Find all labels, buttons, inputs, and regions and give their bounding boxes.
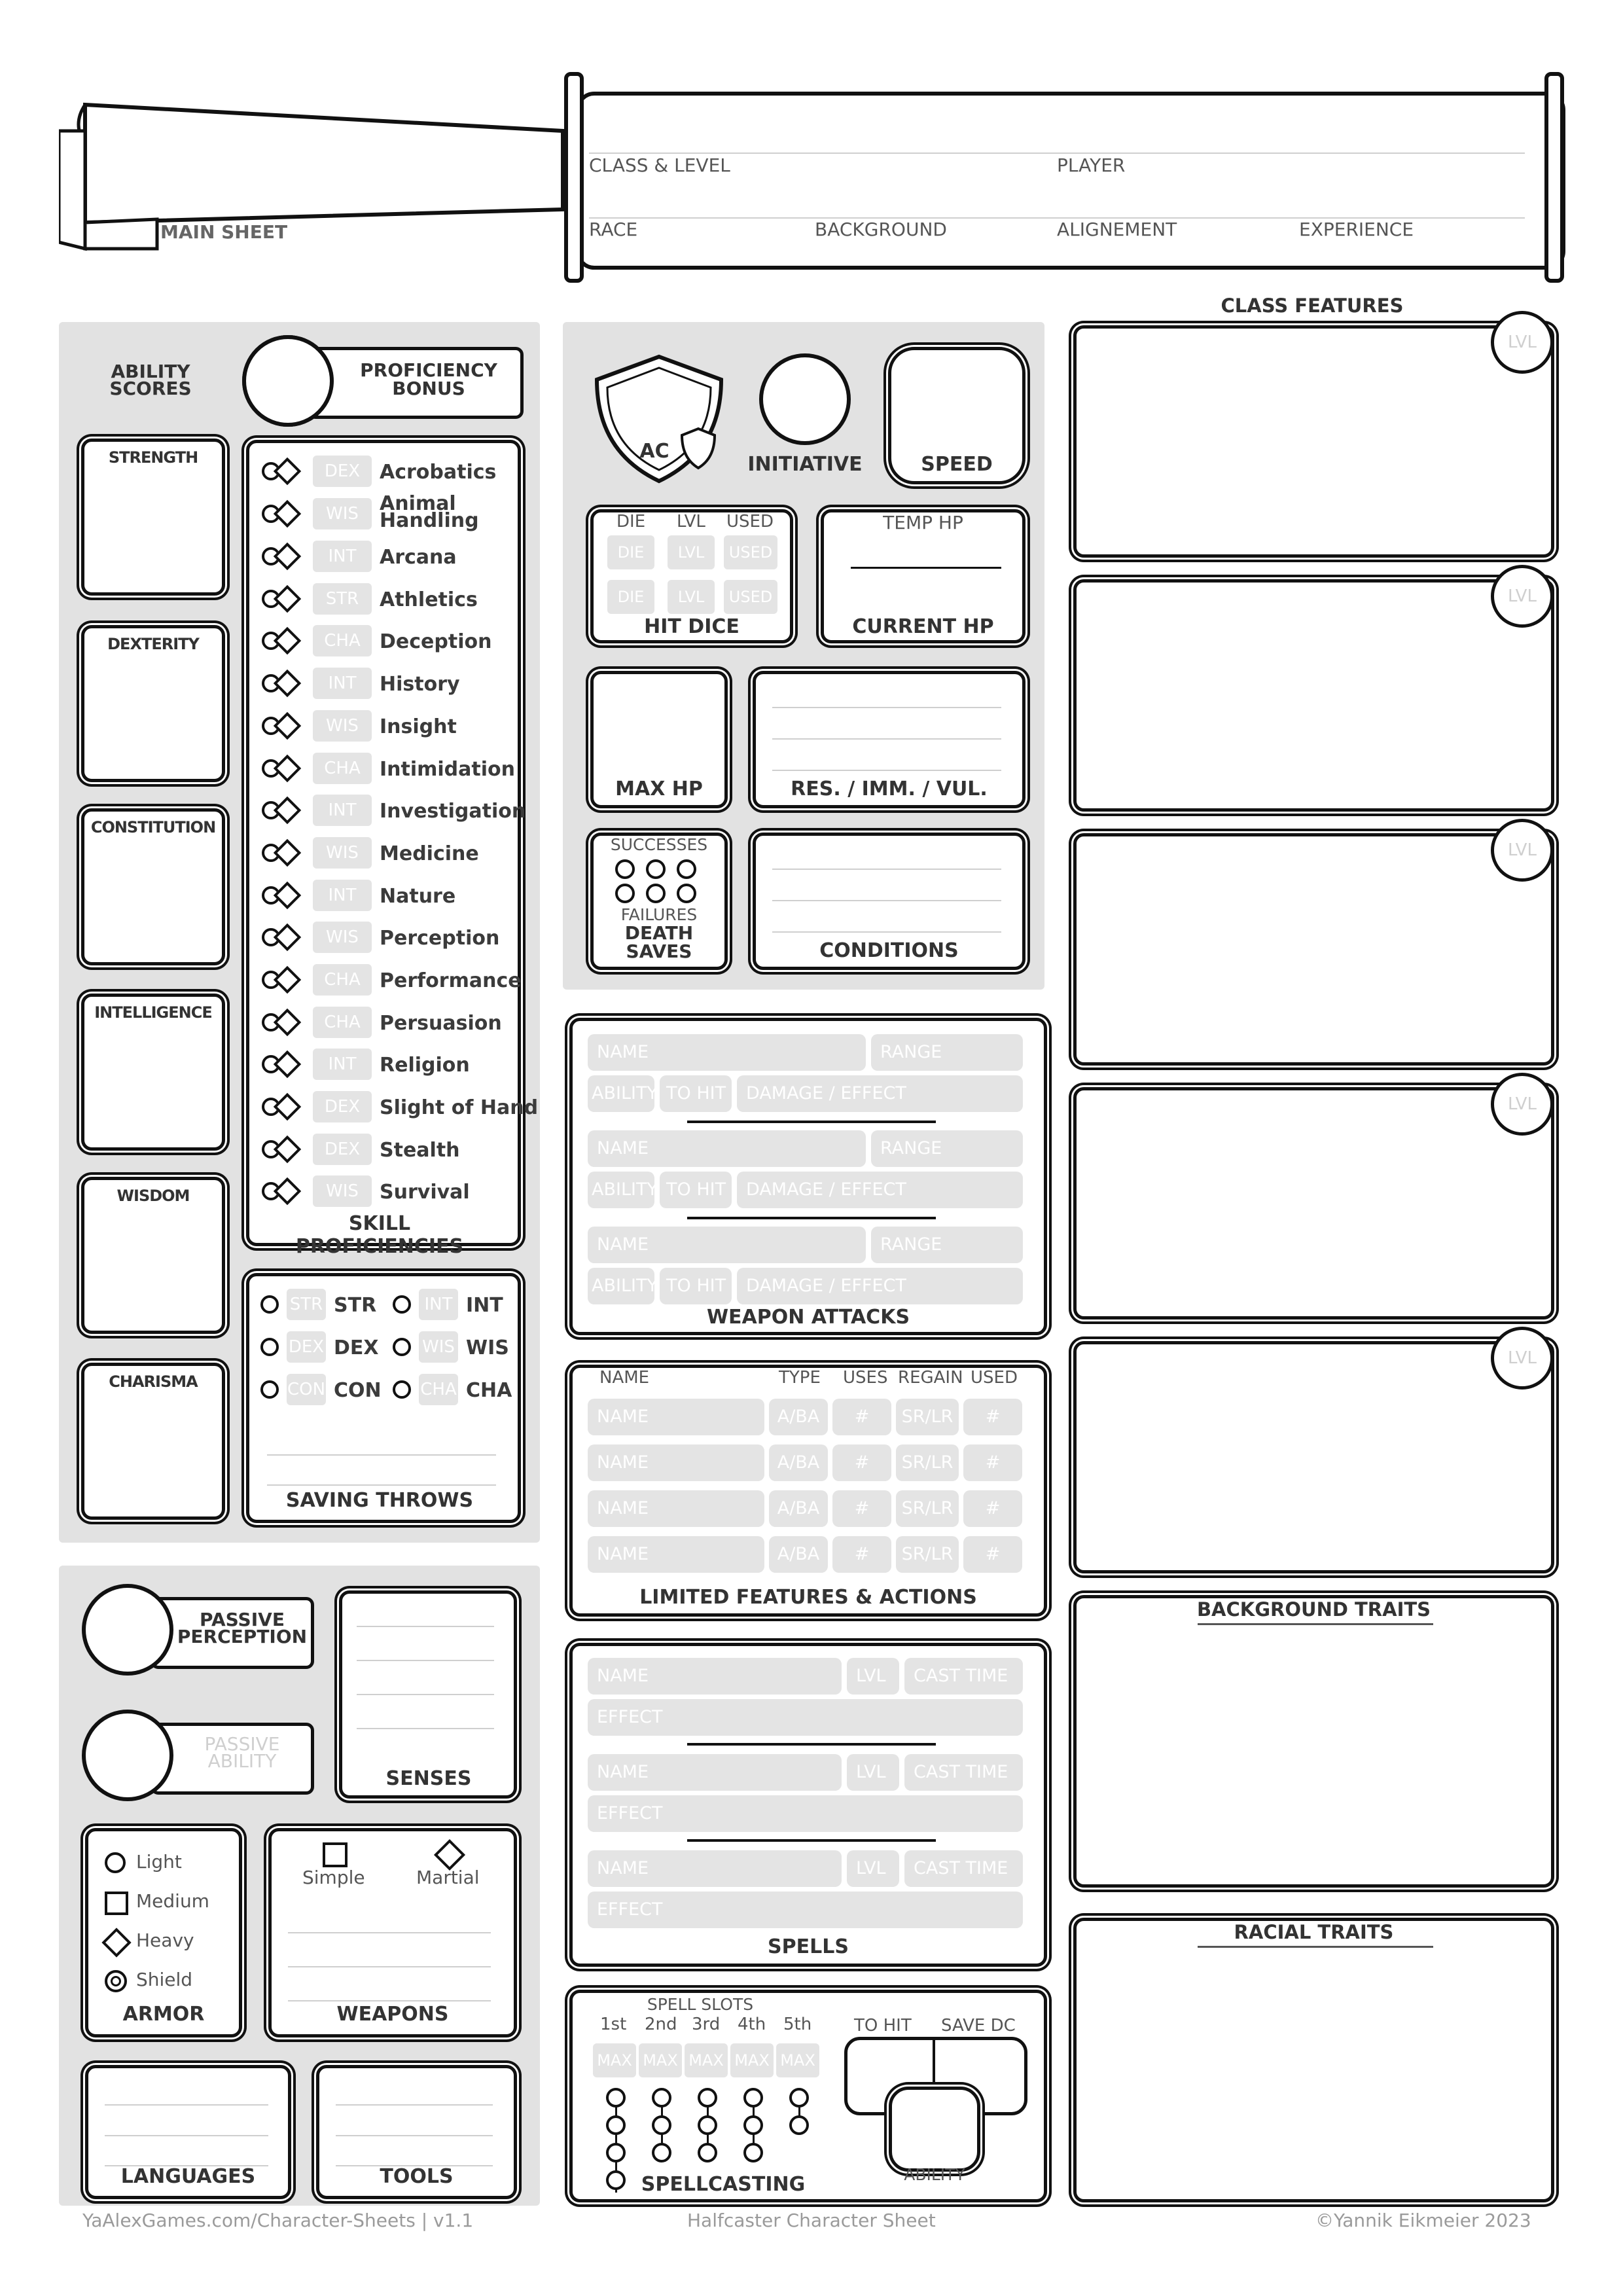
spells-title: SPELLS bbox=[768, 1935, 849, 1958]
success-pip[interactable] bbox=[646, 859, 666, 879]
limited-regain[interactable]: SR/LR bbox=[896, 1490, 959, 1527]
spell-divider bbox=[687, 1839, 936, 1842]
save-notes-line bbox=[267, 1484, 496, 1486]
slot-pip[interactable] bbox=[652, 2088, 671, 2108]
racial-traits-title: RACIAL TRAITS bbox=[1234, 1921, 1394, 1943]
skill-proficiencies-title: SKILL PROFICIENCIES bbox=[295, 1212, 464, 1258]
slot-pip[interactable] bbox=[606, 2088, 626, 2108]
attack-range[interactable]: RANGE bbox=[871, 1034, 1023, 1071]
medium-icon bbox=[105, 1892, 128, 1915]
current-hp-label: CURRENT HP bbox=[852, 615, 994, 638]
spell-cast-time[interactable]: CAST TIME bbox=[904, 1850, 1023, 1887]
footer-title: Halfcaster Character Sheet bbox=[687, 2210, 936, 2231]
skill-row[interactable]: WIS Animal Handling bbox=[262, 495, 510, 535]
save-row[interactable]: CON CON bbox=[260, 1371, 378, 1410]
racial-traits-box[interactable] bbox=[1073, 1918, 1554, 2202]
hit-dice-title: HIT DICE bbox=[644, 615, 740, 638]
slot-pip[interactable] bbox=[698, 2115, 717, 2135]
strength-box[interactable]: STRENGTH bbox=[81, 439, 225, 596]
slot-pip[interactable] bbox=[606, 2143, 626, 2162]
attack-to-hit[interactable]: TO HIT bbox=[660, 1075, 732, 1112]
limited-type[interactable]: A/BA bbox=[769, 1536, 828, 1573]
save-row[interactable]: DEX DEX bbox=[260, 1329, 378, 1368]
attack-damage[interactable]: DAMAGE / EFFECT bbox=[737, 1172, 1023, 1208]
limited-header-used: USED bbox=[971, 1368, 1018, 1388]
conditions-label: CONDITIONS bbox=[819, 939, 959, 962]
skill-row[interactable]: INT Religion bbox=[262, 1046, 510, 1085]
limited-uses[interactable]: # bbox=[832, 1490, 891, 1527]
class-feature-lvl[interactable]: LVL bbox=[1491, 1327, 1554, 1390]
player-label: PLAYER bbox=[1057, 154, 1126, 176]
tools-line bbox=[336, 2135, 493, 2136]
limited-name[interactable]: NAME bbox=[588, 1399, 764, 1435]
ac-shield[interactable] bbox=[584, 353, 734, 484]
attack-to-hit[interactable]: TO HIT bbox=[660, 1172, 732, 1208]
slot-level-3: 3rd bbox=[692, 2015, 721, 2034]
slot-max[interactable]: MAX bbox=[776, 2043, 819, 2077]
spell-name[interactable]: NAME bbox=[588, 1754, 842, 1791]
limited-name[interactable]: NAME bbox=[588, 1444, 764, 1481]
lvl-field[interactable]: LVL bbox=[668, 580, 715, 614]
slot-pip[interactable] bbox=[652, 2143, 671, 2162]
res-line bbox=[772, 770, 1001, 771]
racial-traits-underline bbox=[1198, 1946, 1433, 1948]
death-saves-title: DEATH SAVES bbox=[624, 922, 694, 962]
class-level-label: CLASS & LEVEL bbox=[589, 154, 730, 176]
slot-pip[interactable] bbox=[606, 2115, 626, 2135]
save-row[interactable]: CHA CHA bbox=[393, 1371, 510, 1410]
armor-title: ARMOR bbox=[122, 2003, 205, 2026]
to-hit-save-divider bbox=[933, 2037, 935, 2083]
slot-level-2: 2nd bbox=[645, 2015, 677, 2034]
name-line bbox=[589, 152, 1525, 154]
limited-used[interactable]: # bbox=[963, 1399, 1022, 1435]
lvl-field[interactable]: LVL bbox=[668, 535, 715, 569]
martial-label: Martial bbox=[416, 1867, 480, 1888]
initiative-value[interactable] bbox=[759, 353, 851, 445]
successes-label: SUCCESSES bbox=[610, 835, 708, 854]
languages-title: LANGUAGES bbox=[120, 2165, 256, 2188]
limited-regain[interactable]: SR/LR bbox=[896, 1444, 959, 1481]
main-sheet-label: MAIN SHEET bbox=[160, 221, 288, 243]
save-notes-line bbox=[267, 1454, 496, 1456]
limited-type[interactable]: A/BA bbox=[769, 1444, 828, 1481]
limited-features-title: LIMITED FEATURES & ACTIONS bbox=[639, 1586, 977, 1609]
tools-title: TOOLS bbox=[380, 2165, 454, 2188]
attack-name[interactable]: NAME bbox=[588, 1227, 866, 1263]
slot-level-5: 5th bbox=[783, 2015, 812, 2034]
hp-divider bbox=[851, 567, 1001, 569]
res-line bbox=[772, 738, 1001, 740]
save-dc-label: SAVE DC bbox=[941, 2016, 1016, 2036]
class-feature-box[interactable] bbox=[1073, 1341, 1554, 1573]
passive-ability-value[interactable] bbox=[82, 1710, 173, 1801]
race-label: RACE bbox=[589, 219, 638, 240]
spellcasting-ability-box[interactable] bbox=[889, 2087, 980, 2172]
spell-name[interactable]: NAME bbox=[588, 1850, 842, 1887]
limited-header-name: NAME bbox=[599, 1368, 650, 1388]
temp-hp-label: TEMP HP bbox=[883, 512, 963, 533]
limited-regain[interactable]: SR/LR bbox=[896, 1399, 959, 1435]
weapons-line bbox=[288, 2000, 491, 2001]
class-feature-lvl[interactable]: LVL bbox=[1491, 311, 1554, 374]
limited-name[interactable]: NAME bbox=[588, 1536, 764, 1573]
success-pip[interactable] bbox=[615, 859, 635, 879]
limited-header-type: TYPE bbox=[779, 1368, 821, 1388]
skill-row[interactable]: CHA Performance bbox=[262, 961, 510, 1001]
conditions-line bbox=[772, 931, 1001, 933]
charisma-box[interactable]: CHARISMA bbox=[81, 1363, 225, 1520]
ac-label: AC bbox=[639, 440, 669, 463]
background-traits-underline bbox=[1198, 1623, 1433, 1625]
attack-damage[interactable]: DAMAGE / EFFECT bbox=[737, 1268, 1023, 1304]
passive-perception-value[interactable] bbox=[82, 1584, 173, 1676]
saving-throws-title: SAVING THROWS bbox=[285, 1489, 474, 1512]
slot-pip[interactable] bbox=[789, 2088, 809, 2108]
limited-type[interactable]: A/BA bbox=[769, 1399, 828, 1435]
skill-row[interactable]: DEX Acrobatics bbox=[262, 453, 510, 492]
skill-row[interactable]: STR Athletics bbox=[262, 581, 510, 620]
limited-uses[interactable]: # bbox=[832, 1536, 891, 1573]
slot-pip[interactable] bbox=[743, 2143, 763, 2162]
slot-level-4: 4th bbox=[738, 2015, 766, 2034]
senses-line bbox=[357, 1728, 494, 1729]
failure-pip[interactable] bbox=[677, 884, 696, 903]
skill-row[interactable]: DEX Stealth bbox=[262, 1131, 510, 1170]
senses-line bbox=[357, 1694, 494, 1695]
slot-pip[interactable] bbox=[743, 2115, 763, 2135]
weapons-title: WEAPONS bbox=[336, 2003, 449, 2026]
passive-ability-title: PASSIVE ABILITY bbox=[204, 1733, 280, 1772]
experience-label: EXPERIENCE bbox=[1299, 219, 1414, 240]
speed-label: SPEED bbox=[921, 453, 993, 476]
attack-ability[interactable]: ABILITY bbox=[588, 1172, 654, 1208]
slot-max[interactable]: MAX bbox=[730, 2043, 774, 2077]
die-field[interactable]: DIE bbox=[607, 580, 654, 614]
slot-level-1: 1st bbox=[600, 2015, 627, 2034]
alignment-label: ALIGNEMENT bbox=[1057, 219, 1177, 240]
limited-uses[interactable]: # bbox=[832, 1444, 891, 1481]
success-pip[interactable] bbox=[677, 859, 696, 879]
slot-pip[interactable] bbox=[698, 2088, 717, 2108]
shield-icon bbox=[105, 1970, 127, 1992]
tools-line bbox=[336, 2104, 493, 2106]
die-field[interactable]: DIE bbox=[607, 535, 654, 569]
used-header: USED bbox=[726, 512, 774, 531]
limited-type[interactable]: A/BA bbox=[769, 1490, 828, 1527]
senses-title: SENSES bbox=[385, 1767, 472, 1790]
class-feature-box[interactable] bbox=[1073, 579, 1554, 812]
save-row[interactable]: INT INT bbox=[393, 1286, 510, 1325]
simple-weapon-icon[interactable] bbox=[323, 1842, 348, 1867]
limited-header-uses: USES bbox=[843, 1368, 888, 1388]
class-feature-lvl[interactable]: LVL bbox=[1491, 819, 1554, 882]
skill-row[interactable]: CHA Persuasion bbox=[262, 1004, 510, 1043]
spell-cast-time[interactable]: CAST TIME bbox=[904, 1754, 1023, 1791]
failures-label: FAILURES bbox=[620, 905, 698, 924]
proficiency-bonus-value[interactable] bbox=[242, 335, 334, 427]
initiative-label: INITIATIVE bbox=[747, 453, 863, 476]
slot-pip[interactable] bbox=[789, 2115, 809, 2135]
scroll-right-rod bbox=[1544, 72, 1564, 283]
spell-divider bbox=[687, 1743, 936, 1746]
dexterity-box[interactable]: DEXTERITY bbox=[81, 625, 225, 782]
spell-lvl[interactable]: LVL bbox=[847, 1850, 899, 1887]
weapons-line bbox=[288, 1966, 491, 1967]
class-feature-lvl[interactable]: LVL bbox=[1491, 565, 1554, 628]
spell-lvl[interactable]: LVL bbox=[847, 1754, 899, 1791]
max-hp-label: MAX HP bbox=[615, 778, 703, 800]
languages-line bbox=[105, 2135, 268, 2136]
senses-line bbox=[357, 1660, 494, 1661]
limited-used[interactable]: # bbox=[963, 1536, 1022, 1573]
slot-pip[interactable] bbox=[698, 2143, 717, 2162]
simple-label: Simple bbox=[302, 1867, 365, 1888]
spell-effect[interactable]: EFFECT bbox=[588, 1892, 1023, 1928]
skill-row[interactable]: CHA Intimidation bbox=[262, 750, 510, 789]
spell-effect[interactable]: EFFECT bbox=[588, 1795, 1023, 1832]
slot-pip[interactable] bbox=[743, 2088, 763, 2108]
attack-ability[interactable]: ABILITY bbox=[588, 1075, 654, 1112]
conditions-line bbox=[772, 900, 1001, 901]
spell-cast-time[interactable]: CAST TIME bbox=[904, 1658, 1023, 1695]
name-banner bbox=[59, 79, 582, 262]
spell-lvl[interactable]: LVL bbox=[847, 1658, 899, 1695]
limited-name[interactable]: NAME bbox=[588, 1490, 764, 1527]
character-info-scroll bbox=[576, 92, 1565, 270]
slot-max[interactable]: MAX bbox=[685, 2043, 728, 2077]
to-hit-label: TO HIT bbox=[854, 2016, 912, 2036]
spell-effect[interactable]: EFFECT bbox=[588, 1699, 1023, 1736]
limited-regain[interactable]: SR/LR bbox=[896, 1536, 959, 1573]
class-feature-box[interactable] bbox=[1073, 325, 1554, 558]
attack-divider bbox=[687, 1217, 936, 1219]
limited-used[interactable]: # bbox=[963, 1490, 1022, 1527]
light-icon bbox=[105, 1852, 126, 1873]
used-field[interactable]: USED bbox=[724, 535, 777, 569]
skill-row[interactable]: INT Arcana bbox=[262, 538, 510, 577]
class-feature-box[interactable] bbox=[1073, 1087, 1554, 1319]
attack-range[interactable]: RANGE bbox=[871, 1227, 1023, 1263]
attack-name[interactable]: NAME bbox=[588, 1130, 866, 1167]
wisdom-box[interactable]: WISDOM bbox=[81, 1177, 225, 1334]
attack-range[interactable]: RANGE bbox=[871, 1130, 1023, 1167]
background-label: BACKGROUND bbox=[815, 219, 947, 240]
class-feature-lvl[interactable]: LVL bbox=[1491, 1073, 1554, 1136]
languages-line bbox=[105, 2104, 268, 2106]
failure-pip[interactable] bbox=[615, 884, 635, 903]
footer-site: YaAlexGames.com/Character-Sheets | v1.1 bbox=[82, 2210, 474, 2231]
skill-row[interactable]: WIS Perception bbox=[262, 919, 510, 958]
die-header: DIE bbox=[616, 512, 646, 531]
scroll-left-rod bbox=[564, 72, 584, 283]
spell-name[interactable]: NAME bbox=[588, 1658, 842, 1695]
slot-max[interactable]: MAX bbox=[593, 2043, 636, 2077]
skill-row[interactable]: WIS Insight bbox=[262, 708, 510, 747]
proficiency-bonus-title: PROFICIENCY BONUS bbox=[360, 359, 497, 399]
skill-row[interactable]: CHA Deception bbox=[262, 622, 510, 662]
constitution-box[interactable]: CONSTITUTION bbox=[81, 808, 225, 965]
limited-used[interactable]: # bbox=[963, 1444, 1022, 1481]
slot-max[interactable]: MAX bbox=[639, 2043, 682, 2077]
res-imm-vul-label: RES. / IMM. / VUL. bbox=[791, 778, 988, 800]
weapon-attacks-title: WEAPON ATTACKS bbox=[706, 1306, 910, 1329]
save-row[interactable]: WIS WIS bbox=[393, 1329, 510, 1368]
attack-name[interactable]: NAME bbox=[588, 1034, 866, 1071]
used-field[interactable]: USED bbox=[724, 580, 777, 614]
lvl-header: LVL bbox=[677, 512, 705, 531]
res-line bbox=[772, 707, 1001, 708]
attack-damage[interactable]: DAMAGE / EFFECT bbox=[737, 1075, 1023, 1112]
background-traits-title: BACKGROUND TRAITS bbox=[1196, 1598, 1431, 1621]
attack-to-hit[interactable]: TO HIT bbox=[660, 1268, 732, 1304]
conditions-line bbox=[772, 869, 1001, 870]
spellcasting-title: SPELLCASTING bbox=[641, 2173, 806, 2196]
save-row[interactable]: STR STR bbox=[260, 1286, 378, 1325]
skill-row[interactable]: INT History bbox=[262, 665, 510, 704]
skill-row[interactable]: INT Investigation bbox=[262, 792, 510, 831]
senses-line bbox=[357, 1626, 494, 1627]
footer-copyright: ©Yannik Eikmeier 2023 bbox=[1315, 2210, 1531, 2231]
limited-uses[interactable]: # bbox=[832, 1399, 891, 1435]
spellcasting-ability-label: ABILITY bbox=[904, 2165, 965, 2184]
skill-row[interactable]: WIS Medicine bbox=[262, 834, 510, 874]
skill-row[interactable]: DEX Slight of Hand bbox=[262, 1088, 510, 1128]
attack-ability[interactable]: ABILITY bbox=[588, 1268, 654, 1304]
spell-slots-label: SPELL SLOTS bbox=[647, 1995, 754, 2014]
class-feature-box[interactable] bbox=[1073, 833, 1554, 1066]
failure-pip[interactable] bbox=[646, 884, 666, 903]
limited-header-regain: REGAIN bbox=[898, 1368, 963, 1388]
class-features-title: CLASS FEATURES bbox=[1221, 295, 1404, 317]
ability-scores-title: ABILITY SCORES bbox=[109, 361, 192, 399]
background-traits-box[interactable] bbox=[1073, 1595, 1554, 1888]
skill-row[interactable]: INT Nature bbox=[262, 877, 510, 916]
intelligence-box[interactable]: INTELLIGENCE bbox=[81, 994, 225, 1151]
weapons-line bbox=[288, 1932, 491, 1933]
attack-divider bbox=[687, 1121, 936, 1123]
skill-row[interactable]: WIS Survival bbox=[262, 1173, 510, 1212]
slot-pip[interactable] bbox=[652, 2115, 671, 2135]
passive-perception-title: PASSIVE PERCEPTION bbox=[177, 1609, 308, 1647]
